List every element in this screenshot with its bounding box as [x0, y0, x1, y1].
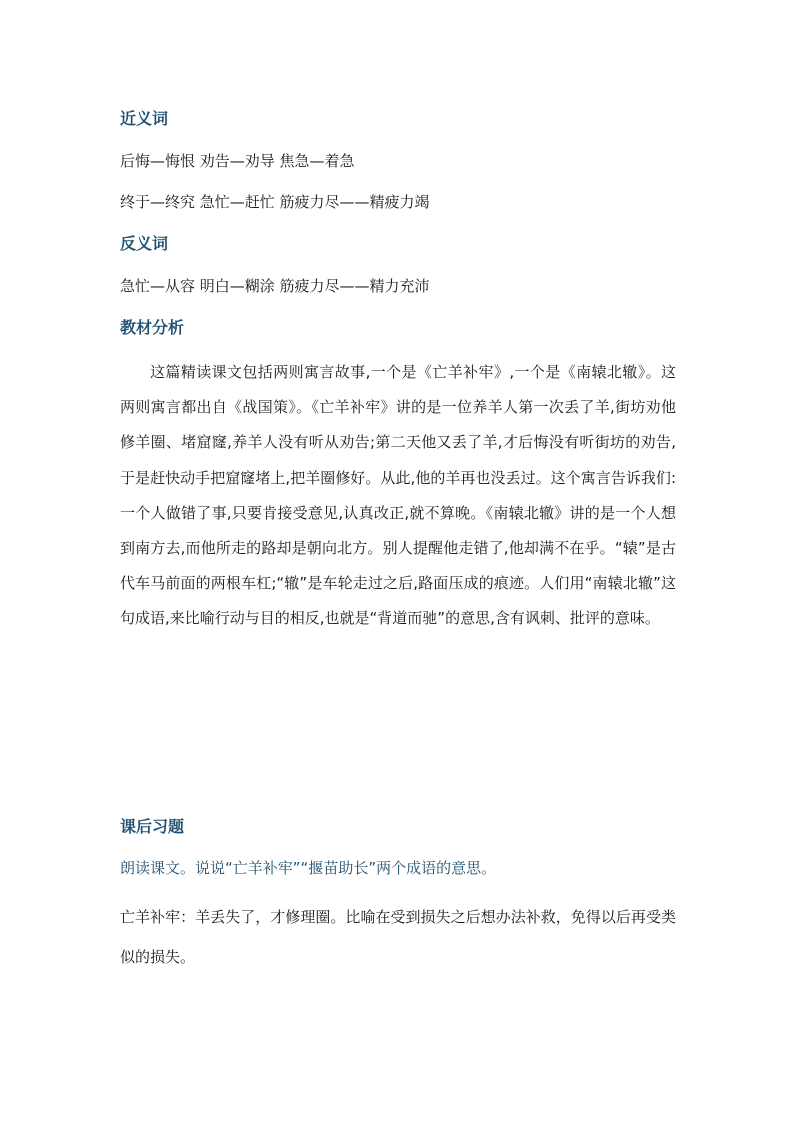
- antonyms-line-1: 急忙—从容 明白—糊涂 筋疲力尽——精力充沛: [120, 277, 430, 295]
- antonyms-heading: 反义词: [120, 234, 169, 253]
- synonyms-line-2: 终于—终究 急忙—赶忙 筋疲力尽——精疲力竭: [120, 193, 430, 211]
- synonyms-line-1: 后悔—悔恨 劝告—劝导 焦急—着急: [120, 152, 355, 170]
- exercise-question: 朗读课文。说说“亡羊补牢”“揠苗助长”两个成语的意思。: [120, 859, 497, 877]
- synonyms-heading: 近义词: [120, 109, 169, 128]
- exercises-heading: 课后习题: [120, 817, 185, 836]
- analysis-paragraph: 这篇精读课文包括两则寓言故事,一个是《亡羊补牢》,一个是《南辕北辙》。这两则寓言都出自《战国策》。《亡羊补牢》讲的是一位养羊人第一次丢了羊,街坊劝他修羊圈、堵窟窿,养羊人没有听从劝告;第二天他又丢了羊,才后悔没有听街坊的劝告,于是赶快动手把窟窿堵上,把羊圈修好。从此,他的羊再也没丢过。这个寓言告诉我们:一个人做错了事,只要肯接受意见,认真改正,就不算晚。《南辕北辙》讲的是一个人想到南方去,而他所走的路却是朝向北方。别人提醒他走错了,他却满不在乎。“辕”是古代车马前面的两根车杠;“辙”是车轮走过之后,路面压成的痕迹。人们用“南辕北辙”这句成语,来比喻行动与目的相反,也就是“背道而驰”的意思,含有讽刺、批评的意味。: [120, 363, 676, 628]
- exercise-answer: 亡羊补牢：羊丢失了，才修理圈。比喻在受到损失之后想办法补救，免得以后再受类似的损失。: [120, 908, 676, 966]
- analysis-heading: 教材分析: [120, 318, 185, 337]
